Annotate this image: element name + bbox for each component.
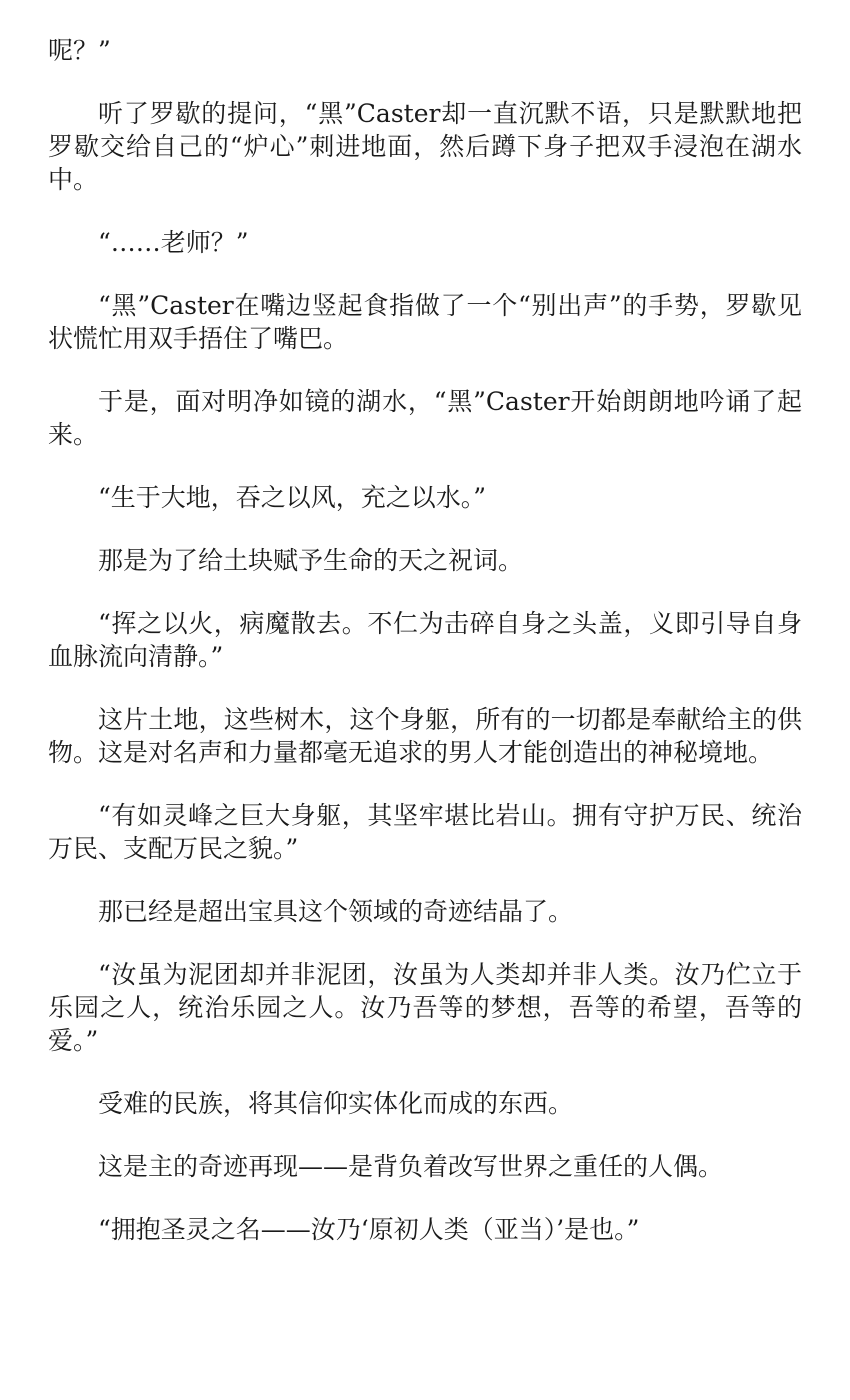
paragraph-13: 受难的民族，将其信仰实体化而成的东西。 [98,1089,574,1118]
paragraph-11: 那已经是超出宝具这个领域的奇迹结晶了。 [98,897,574,926]
paragraph-6: “生于大地，吞之以风，充之以水。” [98,483,487,512]
paragraph-10: “有如灵峰之巨大身躯，其坚牢堪比岩山。拥有守护万民、统治万民、支配万民之貌。” [48,801,802,863]
paragraph-4: “黑”Caster在嘴边竖起食指做了一个“别出声”的手势，罗歇见状慌忙用双手捂住了嘴巴。 [48,291,802,353]
paragraph-2: 听了罗歇的提问，“黑”Caster却一直沉默不语，只是默默地把罗歇交给自己的“炉心”刺进地面，然后蹲下身子把双手浸泡在湖水中。 [48,99,802,194]
paragraph-12: “汝虽为泥团却并非泥团，汝虽为人类却并非人类。汝乃伫立于乐园之人，统治乐园之人。汝乃吾等的梦想，吾等的希望，吾等的爱。” [48,960,802,1055]
paragraph-14: 这是主的奇迹再现——是背负着改写世界之重任的人偶。 [98,1152,724,1181]
paragraph-1: 呢？” [48,36,111,65]
paragraph-5: 于是，面对明净如镜的湖水，“黑”Caster开始朗朗地吟诵了起来。 [48,387,802,449]
paragraph-9: 这片土地，这些树木，这个身躯，所有的一切都是奉献给主的供物。这是对名声和力量都毫无追求的男人才能创造出的神秘境地。 [48,705,802,767]
paragraph-15: “拥抱圣灵之名——汝乃‘原初人类（亚当）’是也。” [98,1215,640,1244]
paragraph-3: “……老师？” [98,228,249,257]
paragraph-8: “挥之以火，病魔散去。不仁为击碎自身之头盖，义即引导自身血脉流向清静。” [48,609,802,671]
paragraph-7: 那是为了给土块赋予生命的天之祝词。 [98,546,524,575]
